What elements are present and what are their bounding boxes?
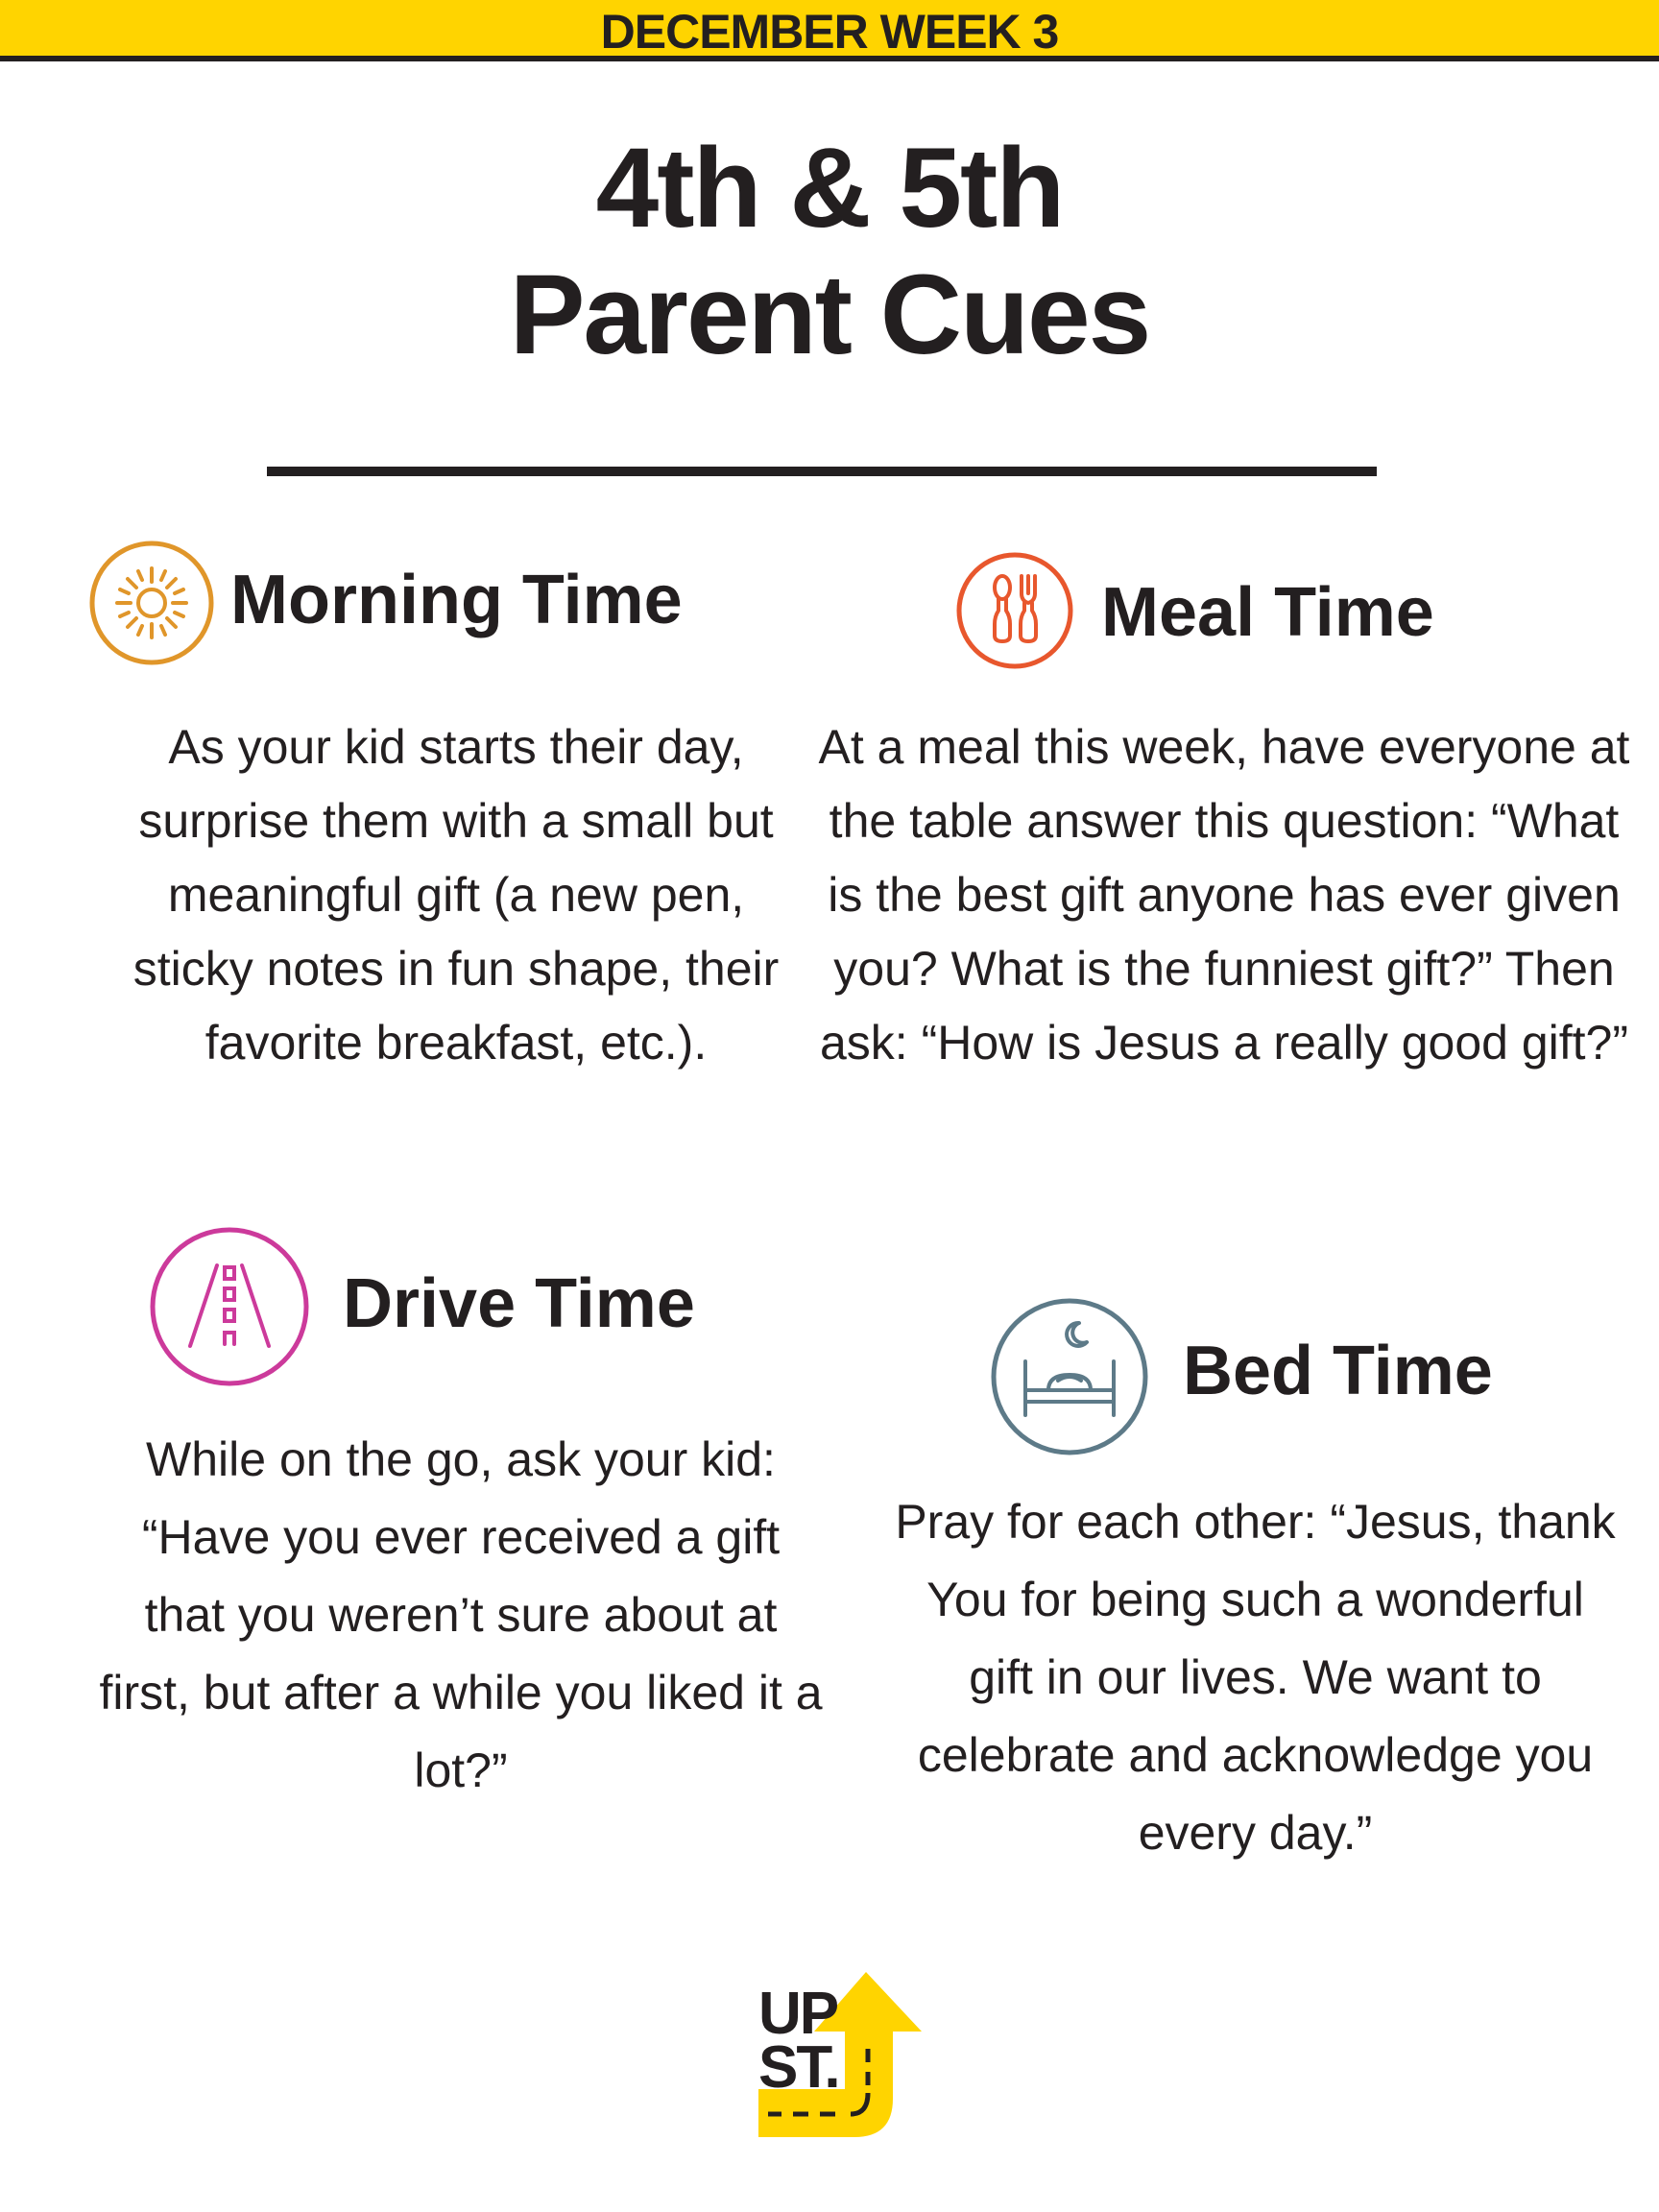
meal-body: At a meal this week, have everyone at the table answer this question: “What is the best gift anyone has ever given you? What is the funniest gift?” Then ask: “How is Jesus a really good gift?” — [818, 720, 1630, 1070]
drive-body: While on the go, ask your kid: “Have you ever received a gift that you weren’t sure about at first, but after a while you liked it a lot?” — [99, 1432, 823, 1797]
utensils-icon — [955, 551, 1074, 670]
page-title — [0, 125, 1659, 378]
title-line-2: Parent Cues — [509, 252, 1150, 378]
logo-line-1: UP — [758, 1981, 838, 2047]
bed-title: Bed Time — [1183, 1333, 1493, 1409]
week-label: DECEMBER WEEK 3 — [600, 5, 1059, 59]
bed-body: Pray for each other: “Jesus, thank You for being such a wonderful gift in our lives. We want to celebrate and acknowledge you every day.” — [895, 1495, 1616, 1860]
title-line-1: 4th & 5th — [595, 125, 1064, 252]
morning-body: As your kid starts their day, surprise them with a small but meaningful gift (a new pen, sticky notes in fun shape, their favorite breakfast, etc.). — [132, 720, 780, 1070]
morning-title: Morning Time — [230, 562, 683, 638]
road-icon — [148, 1225, 311, 1388]
logo-line-2: ST. — [758, 2034, 839, 2101]
drive-title: Drive Time — [343, 1265, 695, 1342]
title-divider — [267, 467, 1377, 476]
bed-moon-icon — [989, 1296, 1150, 1457]
upstreet-logo — [751, 1970, 929, 2143]
sun-icon — [88, 540, 215, 666]
meal-title: Meal Time — [1101, 574, 1434, 651]
